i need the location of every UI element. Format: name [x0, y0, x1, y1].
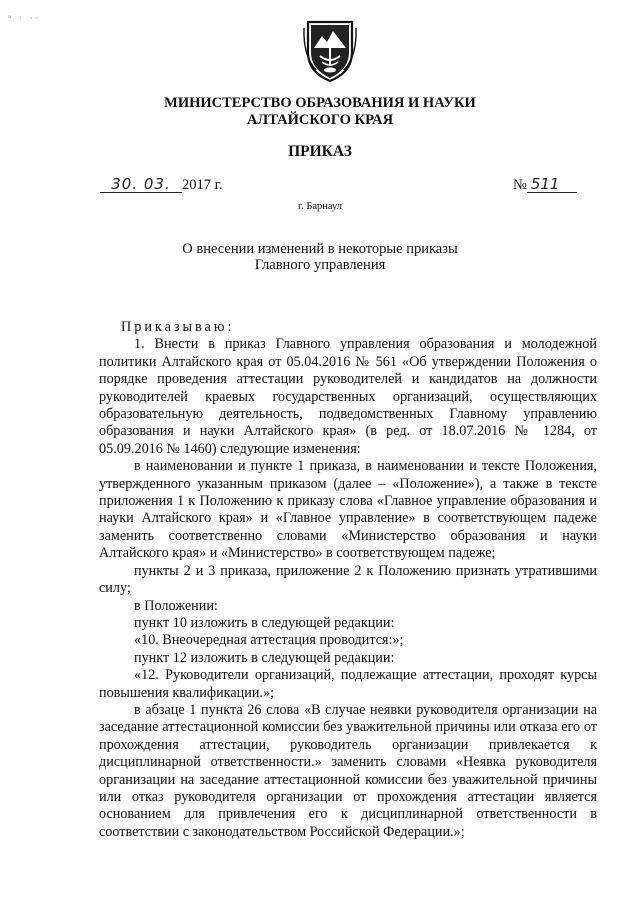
order-subject: [0, 241, 640, 273]
paragraph-9: в абзаце 1 пункта 26 слова «В случае неявки руководителя организации на заседание аттестационной комиссии без уважительной причины или отказа его от прохождения аттестации, руководитель организации привлекается к дисциплинарной ответственности.» заменить словами «Неявка руководителя организации на заседание аттестационной комиссии без уважительной причины или отказ руководителя организации от прохождения аттестации является основанием для привлечения его к дисциплинарной ответственности в соответствии с законодательством Российской Федерации.»;: [99, 701, 597, 840]
number-sign: №: [513, 177, 527, 193]
paragraph-5: пункт 10 изложить в следующей редакции:: [134, 614, 395, 631]
paragraph-8: «12. Руководители организаций, подлежащие аттестации, проходят курсы повышения квалификации.»;: [99, 667, 597, 701]
ministry-line-2: АЛТАЙСКОГО КРАЯ: [246, 112, 394, 128]
paragraph-7: пункт 12 изложить в следующей редакции:: [134, 649, 395, 666]
coat-of-arms-icon: [302, 18, 358, 84]
subject-line-2: Главного управления: [254, 257, 386, 273]
handwritten-number: 511: [527, 176, 577, 193]
prikazyvayu: Приказываю:: [121, 319, 235, 335]
paragraph-3: пункты 2 и 3 приказа, приложение 2 к Положению признать утратившими силу;: [99, 562, 597, 597]
order-number: [513, 176, 577, 194]
ministry-line-1: МИНИСТЕРСТВО ОБРАЗОВАНИЯ И НАУКИ: [164, 95, 476, 111]
paragraph-1: 1. Внести в приказ Главного управления образования и молодежной политики Алтайского края от 05.04.2016 № 561 «Об утверждении Положения о порядке проведения аттестации руководителей и кандидатов на должности руководителей краевых государственных организаций, осуществляющих образовательную деятельность, подведомственных Главному управлению образования и науки Алтайского края» (в ред. от 18.07.2016 № 1284, от 05.09.2016 № 1460) следующие изменения:: [99, 336, 597, 457]
order-date: [100, 176, 223, 194]
order-title: ПРИКАЗ: [288, 143, 352, 160]
scan-mark: ° · ··: [8, 14, 42, 23]
handwritten-date: 30. 03.: [100, 176, 182, 193]
subject-line-1: О внесении изменений в некоторые приказы: [182, 241, 458, 257]
paragraph-2: в наименовании и пункте 1 приказа, в наименовании и тексте Положения, утвержденного указанным приказом (далее – «Положение»), а также в тексте приложения 1 к Положению к приказу слова «Главное управление образования и науки Алтайского края» и «Главное управление» в соответствующем падеже заменить соответственно словами «Министерство образования и науки Алтайского края» и «Министерство» в соответствующем падеже;: [99, 458, 597, 562]
ministry-header: [0, 95, 640, 129]
order-body: [99, 319, 597, 841]
paragraph-4: в Положении:: [134, 597, 218, 614]
order-year: 2017 г.: [182, 177, 223, 193]
paragraph-6: «10. Внеочередная аттестация проводится:»;: [134, 632, 404, 649]
city: г. Барнаул: [297, 201, 343, 212]
